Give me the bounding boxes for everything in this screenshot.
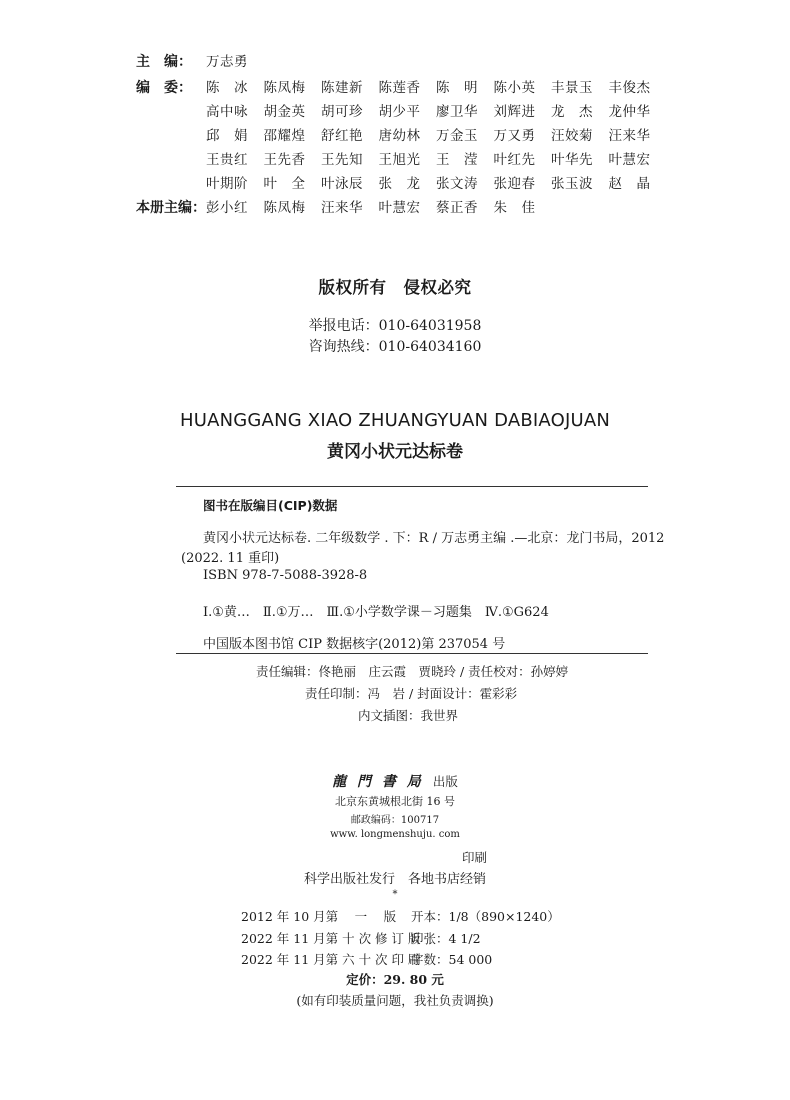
publisher-name: 龍 門 書 局 (332, 774, 424, 790)
committee-label: 编 委： (136, 80, 192, 96)
staff-print-design: 责任印制：冯 岩 / 封面设计：霍彩彩 (305, 686, 518, 701)
printing-row (241, 929, 481, 947)
volume-editors-row (136, 196, 551, 217)
cip-line-2: (2022. 11 重印) (181, 551, 280, 566)
separator-asterisk: * (392, 889, 398, 900)
committee-member: 万又勇 (493, 128, 536, 144)
committee-row-4 (136, 148, 666, 168)
distribution-line: 科学出版社发行 各地书店经销 (303, 872, 486, 887)
committee-member: 高中咏 (206, 104, 248, 120)
printing-edition: 2022 年 11 月第 十 次 修 订 版 (241, 931, 421, 946)
printing-row (241, 907, 560, 925)
printing-spec: 印张：4 1/2 (411, 931, 481, 946)
staff-illustration: 内文插图：我世界 (358, 708, 459, 723)
committee-member: 陈 明 (436, 80, 478, 96)
committee-row-2 (136, 100, 666, 120)
committee-member: 丰俊杰 (608, 80, 651, 96)
committee-member: 胡少平 (378, 104, 421, 120)
committee-row-5 (136, 172, 666, 192)
copyright-notice: 版权所有 侵权必究 (318, 278, 472, 297)
cip-top-rule (176, 486, 648, 487)
committee-member: 舒红艳 (321, 128, 363, 144)
chief-editor-name: 万志勇 (206, 54, 248, 70)
committee-member: 陈莲香 (378, 80, 421, 96)
committee-member: 汪来华 (608, 128, 651, 144)
volume-editor: 蔡正香 (436, 200, 478, 216)
committee-row-3 (136, 124, 666, 144)
committee-member: 陈小英 (493, 80, 536, 96)
cip-line-1: 黄冈小状元达标卷. 二年级数学 . 下：R / 万志勇主编 .—北京：龙门书局，2012 (203, 531, 665, 546)
committee-member: 丰景玉 (551, 80, 593, 96)
publisher-suffix: 出版 (432, 774, 458, 789)
committee-member: 邵耀煌 (263, 128, 306, 144)
committee-member: 叶泳辰 (321, 176, 363, 192)
committee-member: 邱 娟 (206, 128, 248, 144)
committee-member: 陈凤梅 (263, 80, 306, 96)
committee-member: 胡可珍 (321, 104, 363, 120)
chief-editor-label: 主 编： (136, 54, 192, 70)
committee-member: 张玉波 (551, 176, 593, 192)
publisher-address: 北京东黄城根北街 16 号 (335, 795, 455, 808)
committee-member: 陈 冰 (206, 80, 248, 96)
committee-member: 叶 全 (263, 176, 306, 192)
committee-member: 叶红先 (493, 152, 536, 168)
committee-member: 廖卫华 (436, 104, 478, 120)
committee-member: 张迎春 (493, 176, 536, 192)
printing-edition: 2012 年 10 月第 一 版 (241, 909, 397, 924)
cip-heading: 图书在版编目(CIP)数据 (203, 498, 338, 513)
committee-row-1 (136, 76, 666, 97)
printing-spec: 字数：54 000 (411, 952, 493, 967)
committee-member: 万金玉 (436, 128, 478, 144)
volume-editor: 朱 佳 (493, 200, 536, 216)
publisher-website: www. longmenshuju. com (330, 829, 460, 840)
cip-isbn: ISBN 978-7-5088-3928-8 (203, 568, 368, 583)
committee-member: 龙仲华 (608, 104, 651, 120)
cip-bottom-rule (176, 653, 648, 654)
committee-member: 王 滢 (436, 152, 478, 168)
committee-member: 张文涛 (436, 176, 478, 192)
committee-member: 叶慧宏 (608, 152, 651, 168)
committee-member: 龙 杰 (551, 104, 593, 120)
publisher-line (0, 771, 790, 791)
committee-member: 陈建新 (321, 80, 363, 96)
committee-member: 叶期阶 (206, 176, 248, 192)
committee-member: 王贵红 (206, 152, 248, 168)
committee-member: 胡金英 (263, 104, 306, 120)
book-title-pinyin: HUANGGANG XIAO ZHUANGYUAN DABIAOJUAN (179, 410, 611, 431)
quality-note: (如有印装质量问题，我社负责调换) (296, 993, 494, 1008)
report-phone: 举报电话：010-64031958 (308, 318, 482, 334)
committee-member: 王旭光 (378, 152, 421, 168)
staff-editors: 责任编辑：佟艳丽 庄云霞 贾晓玲 / 责任校对：孙婷婷 (256, 664, 569, 679)
volume-editor-label: 本册主编： (136, 200, 206, 216)
book-title: 黄冈小状元达标卷 (327, 442, 463, 462)
volume-editor: 陈凤梅 (263, 200, 306, 216)
volume-editor: 彭小红 (206, 200, 248, 216)
committee-member: 张 龙 (378, 176, 421, 192)
committee-member: 刘辉进 (493, 104, 536, 120)
volume-editor: 汪来华 (321, 200, 363, 216)
committee-member: 唐幼林 (378, 128, 421, 144)
consult-hotline: 咨询热线：010-64034160 (308, 339, 482, 355)
committee-member: 汪姣菊 (551, 128, 593, 144)
printing-spec: 开本：1/8（890×1240） (411, 909, 560, 924)
committee-member: 王先香 (263, 152, 306, 168)
printing-row (241, 950, 492, 968)
committee-member: 叶华先 (551, 152, 593, 168)
chief-editor-row (136, 50, 248, 71)
price: 定价：29. 80 元 (346, 972, 444, 987)
publisher-postcode: 邮政编码：100717 (350, 815, 440, 826)
volume-editor: 叶慧宏 (378, 200, 421, 216)
cip-record: 中国版本图书馆 CIP 数据核字(2012)第 237054 号 (203, 637, 506, 652)
printing-edition: 2022 年 11 月第 六 十 次 印 刷 (241, 952, 421, 967)
committee-member: 赵 晶 (608, 176, 651, 192)
cip-classification: Ⅰ.①黄… Ⅱ.①万… Ⅲ.①小学数学课－习题集 Ⅳ.①G624 (203, 605, 549, 620)
committee-member: 王先知 (321, 152, 363, 168)
printer-line: 印刷 (462, 850, 488, 865)
